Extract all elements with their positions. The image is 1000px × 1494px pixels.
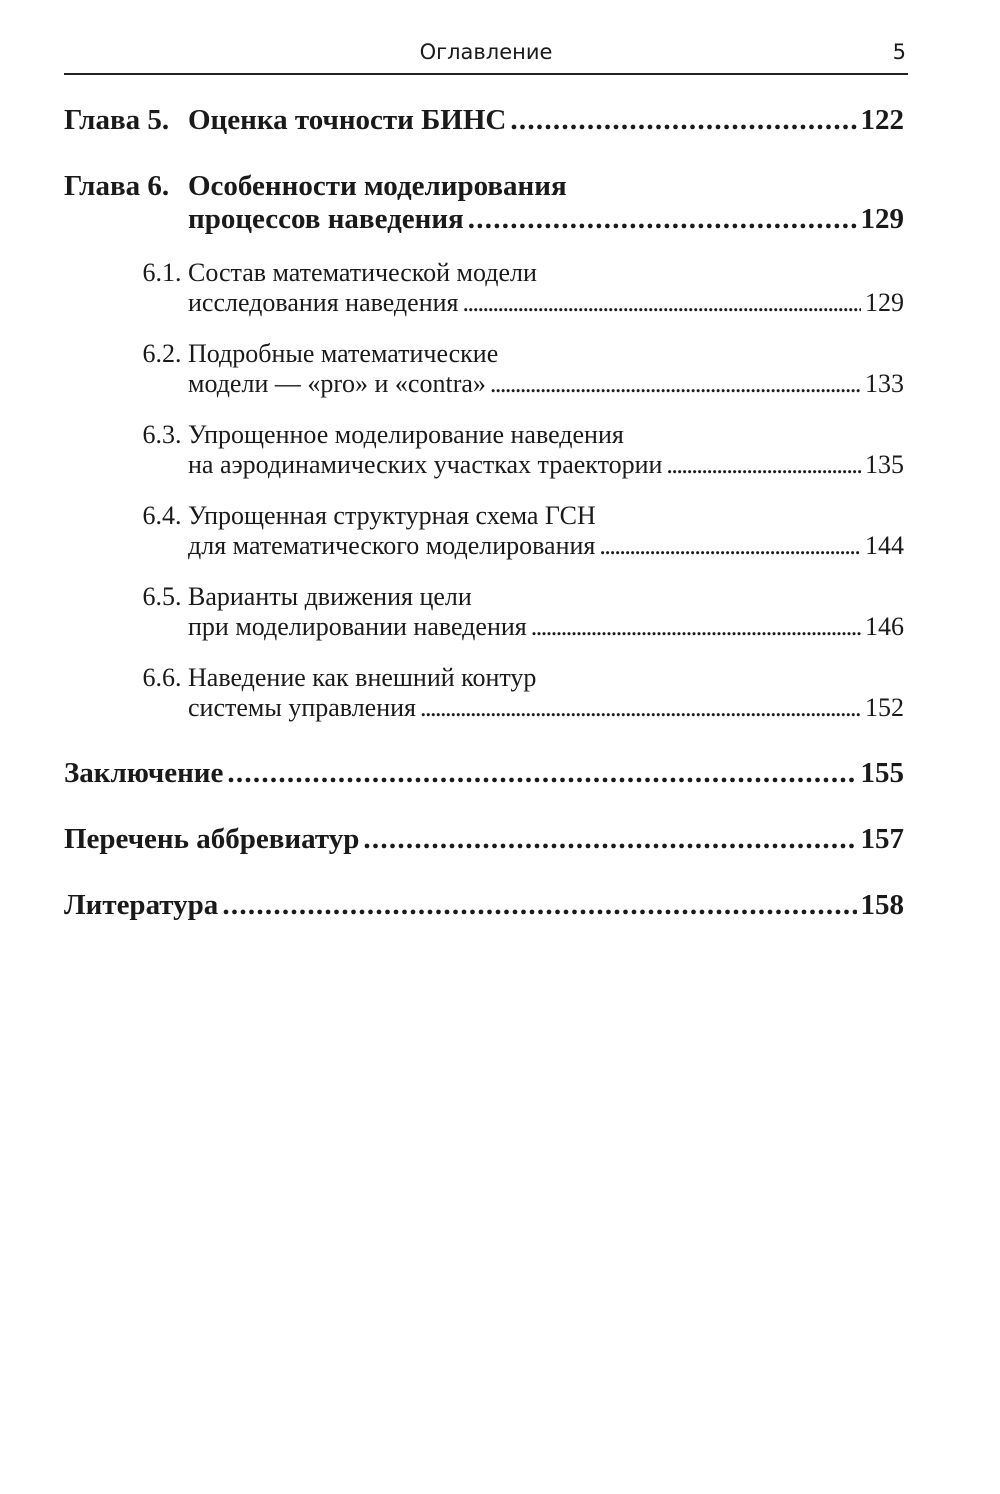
section-title-line1: Упрощенная структурная схема ГСН <box>188 501 596 530</box>
toc-entry-section-6-6-line2[interactable] <box>64 693 904 731</box>
section-title-line1: Подробные математические <box>188 339 499 368</box>
section-number: 6.6. <box>142 663 182 692</box>
chapter-label: Глава 5. <box>64 104 170 136</box>
section-page: 144 <box>865 531 904 560</box>
section-page: 133 <box>865 369 904 398</box>
section-title-line1: Варианты движения цели <box>188 582 472 611</box>
section-page: 146 <box>865 612 904 641</box>
chapter-label: Глава 6. <box>64 170 170 202</box>
section-number: 6.5. <box>142 582 182 611</box>
toc-entry-abbreviations[interactable] <box>64 823 904 861</box>
dot-leader <box>227 757 856 790</box>
dot-leader <box>222 889 856 922</box>
section-title-line2: исследования наведения <box>188 288 459 317</box>
dot-leader <box>510 104 856 137</box>
section-title-line1: Состав математической модели <box>188 258 537 287</box>
section-title-line1: Упрощенное моделирование наведения <box>188 420 624 449</box>
toc-entry-section-6-3-line2[interactable] <box>64 450 904 488</box>
entry-title: Литература <box>64 889 219 921</box>
chapter-title: Оценка точности БИНС <box>188 104 507 136</box>
section-title-line2: для математического моделирования <box>188 531 596 560</box>
toc-entry-conclusion[interactable] <box>64 757 904 795</box>
running-header <box>64 36 908 75</box>
entry-title: Заключение <box>64 757 224 789</box>
toc-entry-section-6-2-line2[interactable] <box>64 369 904 407</box>
entry-title: Перечень аббревиатур <box>64 823 360 855</box>
section-number: 6.4. <box>142 501 182 530</box>
section-page: 129 <box>865 288 904 317</box>
running-header-title: Оглавление <box>419 40 553 64</box>
toc-entry-chapter-5[interactable] <box>64 104 904 142</box>
page-number: 5 <box>892 40 906 64</box>
dot-leader <box>490 369 861 399</box>
dot-leader <box>666 450 861 480</box>
dot-leader <box>468 203 857 236</box>
section-title-line2: модели — «pro» и «contra» <box>188 369 486 398</box>
section-number: 6.1. <box>142 258 182 287</box>
section-title-line2: при моделировании наведения <box>188 612 527 641</box>
section-title-line1: Наведение как внешний контур <box>188 663 537 692</box>
entry-page: 157 <box>860 823 904 855</box>
dot-leader <box>599 531 861 561</box>
dot-leader <box>420 693 861 723</box>
chapter-page: 129 <box>860 203 904 235</box>
section-page: 152 <box>865 693 904 722</box>
entry-page: 158 <box>860 889 904 921</box>
toc-entry-chapter-6-line2[interactable] <box>64 203 904 241</box>
section-page: 135 <box>865 450 904 479</box>
entry-page: 155 <box>860 757 904 789</box>
toc-entry-section-6-4-line2[interactable] <box>64 531 904 569</box>
toc-entry-section-6-5-line2[interactable] <box>64 612 904 650</box>
toc-entry-section-6-1-line2[interactable] <box>64 288 904 326</box>
section-title-line2: системы управления <box>188 693 417 722</box>
chapter-title-line1: Особенности моделирования <box>188 170 567 202</box>
chapter-title-line2: процессов наведения <box>188 203 464 235</box>
dot-leader <box>363 823 856 856</box>
toc-entry-literature[interactable] <box>64 889 904 927</box>
section-title-line2: на аэродинамических участках траектории <box>188 450 663 479</box>
section-number: 6.3. <box>142 420 182 449</box>
dot-leader <box>463 288 862 318</box>
section-number: 6.2. <box>142 339 182 368</box>
chapter-page: 122 <box>860 104 904 136</box>
dot-leader <box>531 612 861 642</box>
